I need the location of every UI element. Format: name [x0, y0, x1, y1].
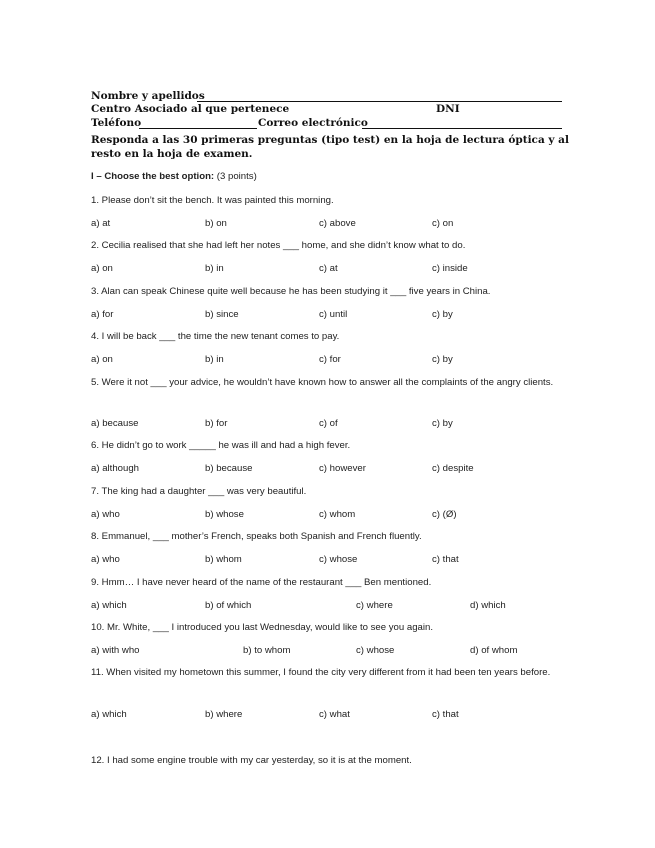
q6-option-c: c) however [319, 463, 366, 474]
name-label: Nombre y apellidos [91, 90, 205, 102]
q7-option-a: a) who [91, 509, 120, 520]
question-6: 6. He didn’t go to work _____ he was ill and had a high fever. [91, 440, 351, 451]
q10-option-b: b) to whom [243, 645, 291, 656]
q7-option-d: c) (Ø) [432, 509, 457, 520]
q4-option-c: c) for [319, 354, 341, 365]
name-line [197, 101, 562, 102]
q10-option-d: d) of whom [470, 645, 518, 656]
q2-option-d: c) inside [432, 263, 468, 274]
q1-option-a: a) at [91, 218, 111, 229]
section-title [91, 171, 257, 182]
q3-option-a: a) for [91, 309, 114, 320]
q1-option-b: b) on [205, 218, 227, 229]
question-4: 4. I will be back ___ the time the new tenant comes to pay. [91, 331, 340, 342]
q10-option-c: c) whose [356, 645, 395, 656]
q3-option-b: b) since [205, 309, 239, 320]
question-7: 7. The king had a daughter ___ was very beautiful. [91, 486, 307, 497]
q1-option-c: c) above [319, 218, 356, 229]
q9-option-d: d) which [470, 600, 506, 611]
q2-option-b: b) in [205, 263, 224, 274]
section-title-bold: I – Choose the best option: [91, 171, 215, 182]
q9-option-a: a) which [91, 600, 127, 611]
phone-label: Teléfono [91, 117, 142, 129]
question-8: 8. Emmanuel, ___ mother’s French, speaks both Spanish and French fluently. [91, 531, 422, 542]
q8-option-a: a) who [91, 554, 120, 565]
q5-option-d: c) by [432, 418, 453, 429]
q11-option-b: b) where [205, 709, 243, 720]
question-11: 11. When visited my hometown this summer, I found the city very different from it had been ten years before. [91, 667, 551, 678]
q11-option-d: c) that [432, 709, 459, 720]
question-10: 10. Mr. White, ___ I introduced you last Wednesday, would like to see you again. [91, 622, 434, 633]
section-title-points: (3 points) [214, 171, 257, 182]
q5-option-b: b) for [205, 418, 228, 429]
q7-option-b: b) whose [205, 509, 244, 520]
q9-option-b: b) of which [205, 600, 252, 611]
q8-option-b: b) whom [205, 554, 242, 565]
q6-option-a: a) although [91, 463, 140, 474]
centre-label: Centro Asociado al que pertenece [91, 103, 290, 115]
question-2: 2. Cecilia realised that she had left her notes ___ home, and she didn’t know what to do. [91, 240, 466, 251]
q9-option-c: c) where [356, 600, 393, 611]
email-label: Correo electrónico [258, 117, 368, 129]
q6-option-d: c) despite [432, 463, 474, 474]
q10-option-a: a) with who [91, 645, 140, 656]
email-line [362, 128, 562, 129]
question-3: 3. Alan can speak Chinese quite well because he has been studying it ___ five years in China. [91, 286, 491, 297]
question-5: 5. Were it not ___ your advice, he wouldn’t have known how to answer all the complaints of the angry clients. [91, 377, 554, 388]
question-9: 9. Hmm… I have never heard of the name of the restaurant ___ Ben mentioned. [91, 577, 432, 588]
q4-option-d: c) by [432, 354, 453, 365]
question-12: 12. I had some engine trouble with my car yesterday, so it is at the moment. [91, 755, 412, 766]
q8-option-d: c) that [432, 554, 459, 565]
q4-option-b: b) in [205, 354, 224, 365]
question-1: 1. Please don’t sit the bench. It was painted this morning. [91, 195, 334, 206]
q11-option-c: c) what [319, 709, 350, 720]
q2-option-a: a) on [91, 263, 113, 274]
q3-option-d: c) by [432, 309, 453, 320]
q1-option-d: c) on [432, 218, 454, 229]
instructions: Responda a las 30 primeras preguntas (tipo test) en la hoja de lectura óptica y al resto en la hoja de examen. [91, 134, 569, 160]
phone-line [139, 128, 257, 129]
q3-option-c: c) until [319, 309, 348, 320]
q11-option-a: a) which [91, 709, 127, 720]
dni-label: DNI [436, 103, 460, 115]
q7-option-c: c) whom [319, 509, 356, 520]
q6-option-b: b) because [205, 463, 253, 474]
q5-option-a: a) because [91, 418, 139, 429]
q4-option-a: a) on [91, 354, 113, 365]
q5-option-c: c) of [319, 418, 338, 429]
q8-option-c: c) whose [319, 554, 358, 565]
q2-option-c: c) at [319, 263, 338, 274]
